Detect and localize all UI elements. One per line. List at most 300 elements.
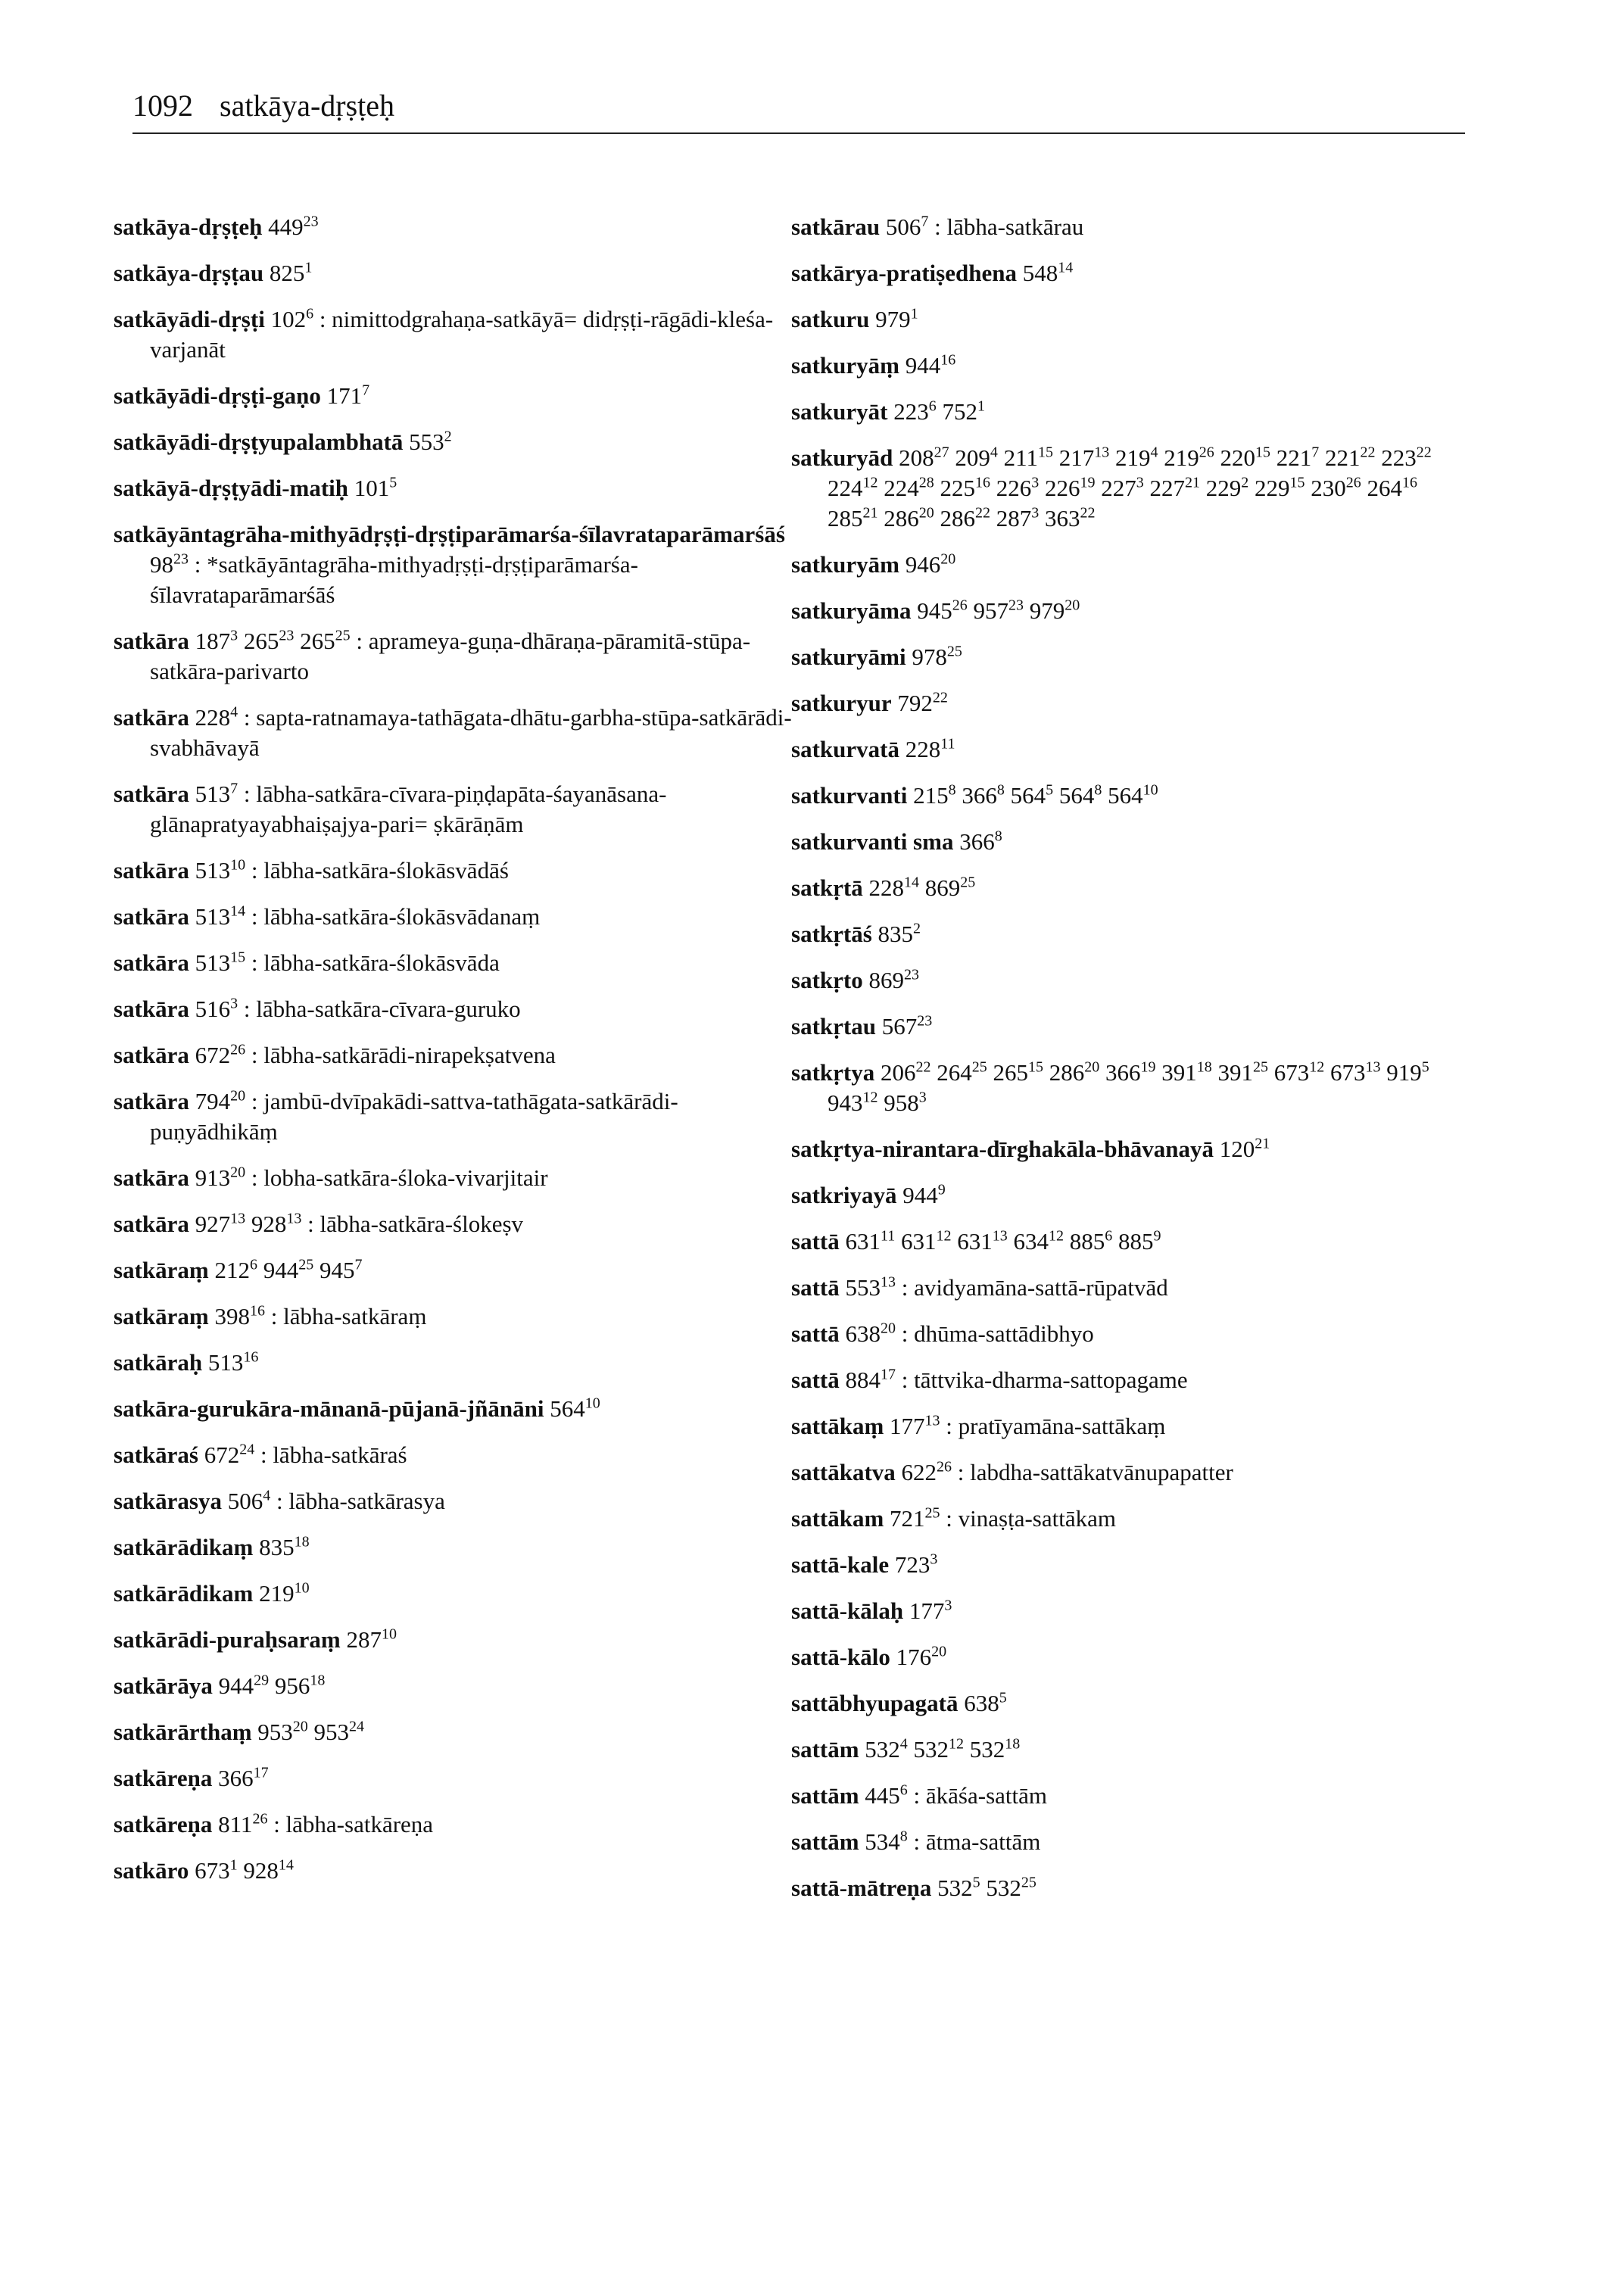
line-ref-number: 23	[279, 627, 295, 644]
page-reference	[1108, 782, 1158, 809]
page-reference	[1150, 475, 1201, 501]
headword: sattābhyupagatā	[791, 1690, 959, 1716]
line-ref-number: 26	[1199, 444, 1214, 461]
index-entry	[791, 596, 1473, 626]
page-ref-number: 287	[346, 1626, 382, 1653]
page-reference	[1325, 444, 1376, 471]
page-reference	[886, 214, 929, 240]
page-ref-number: 953	[257, 1719, 293, 1745]
headword: satkāro	[114, 1857, 189, 1884]
page-ref-number: 673	[195, 1857, 230, 1884]
line-ref-number: 16	[975, 474, 990, 491]
page-reference	[1059, 444, 1110, 471]
page-reference	[1311, 475, 1361, 501]
index-entry	[114, 212, 795, 242]
index-entry	[114, 1255, 795, 1286]
page-ref-number: 564	[1108, 782, 1143, 809]
page-reference	[986, 1875, 1036, 1901]
page-ref-number: 102	[270, 306, 307, 332]
page-reference	[917, 597, 968, 624]
line-ref-number: 20	[918, 504, 934, 522]
line-ref-number: 25	[924, 1504, 940, 1522]
index-entry	[791, 1827, 1473, 1857]
line-ref-number: 25	[1252, 1058, 1268, 1076]
page-ref-number: 391	[1161, 1059, 1197, 1086]
index-entry	[791, 1226, 1473, 1257]
page-ref-number: 752	[942, 398, 977, 425]
page-reference	[550, 1395, 600, 1422]
line-ref-number: 7	[354, 1256, 363, 1273]
line-ref-number: 4	[899, 1735, 908, 1753]
page-ref-number: 944	[905, 352, 941, 379]
page-ref-number: 564	[1010, 782, 1046, 809]
headword: satkārāya	[114, 1672, 213, 1699]
page-reference	[1381, 444, 1432, 471]
line-ref-number: 5	[1421, 1058, 1429, 1076]
page-reference	[195, 1088, 246, 1114]
context-gloss: : lābha-satkāraś	[260, 1442, 407, 1468]
page-ref-number: 223	[1381, 444, 1417, 471]
index-entry	[791, 443, 1473, 534]
headword: sattā-kālo	[791, 1644, 890, 1670]
page-ref-number: 723	[894, 1551, 930, 1578]
page-reference	[257, 1719, 308, 1745]
line-ref-number: 17	[253, 1764, 269, 1781]
page-ref-number: 928	[243, 1857, 279, 1884]
line-ref-number: 12	[936, 1227, 952, 1245]
line-ref-number: 8	[948, 781, 956, 799]
page-reference	[865, 1828, 908, 1855]
page-reference	[897, 690, 948, 716]
page-ref-number: 176	[896, 1644, 932, 1670]
page-ref-number: 391	[1217, 1059, 1253, 1086]
page-reference	[204, 1442, 255, 1468]
context-gloss: : vinaṣṭa-sattākam	[946, 1505, 1116, 1532]
page-ref-number: 513	[195, 949, 231, 976]
page-ref-number: 286	[884, 505, 919, 531]
line-ref-number: 3	[1031, 474, 1040, 491]
page-ref-number: 564	[1058, 782, 1095, 809]
page-reference	[275, 1672, 326, 1699]
page-reference	[875, 306, 918, 332]
index-entry	[114, 1763, 795, 1794]
context-gloss: : labdha-sattākatvānupapatter	[957, 1459, 1233, 1485]
page-ref-number: 226	[1045, 475, 1080, 501]
line-ref-number: 2	[1241, 474, 1249, 491]
index-entry	[791, 965, 1473, 996]
headword: satkṛtya	[791, 1059, 875, 1086]
page-reference	[913, 782, 956, 809]
line-ref-number: 11	[940, 735, 955, 753]
line-ref-number: 5	[999, 1689, 1007, 1706]
page-ref-number: 219	[1164, 444, 1199, 471]
page-ref-number: 792	[897, 690, 933, 716]
line-ref-number: 18	[310, 1672, 326, 1689]
page-ref-number: 226	[996, 475, 1032, 501]
page-ref-number: 673	[1273, 1059, 1310, 1086]
page-reference	[973, 597, 1024, 624]
page-reference	[940, 505, 991, 531]
line-ref-number: 21	[1255, 1135, 1270, 1152]
headword: satkāra	[114, 996, 189, 1022]
page-reference	[902, 1182, 946, 1208]
index-entry	[791, 1642, 1473, 1672]
index-entry	[114, 703, 795, 763]
page-ref-number: 928	[251, 1211, 287, 1237]
index-entry	[791, 1058, 1473, 1118]
line-ref-number: 11	[880, 1227, 896, 1245]
line-ref-number: 20	[931, 1643, 947, 1660]
line-ref-number: 5	[389, 474, 397, 491]
page-reference	[868, 967, 919, 993]
page-reference	[828, 505, 878, 531]
page-reference	[1030, 597, 1080, 624]
page-reference	[314, 1719, 365, 1745]
page-ref-number: 532	[986, 1875, 1021, 1901]
line-ref-number: 3	[930, 1551, 938, 1568]
context-gloss: : aprameya-guṇa-dhāraṇa-pāramitā-stūpa-satkāra-parivarto	[150, 628, 751, 684]
index-entry	[114, 1717, 795, 1747]
line-ref-number: 6	[1105, 1227, 1113, 1245]
line-ref-number: 12	[1309, 1058, 1325, 1076]
line-ref-number: 5	[1046, 781, 1054, 799]
headword: satkriyayā	[791, 1182, 897, 1208]
line-ref-number: 13	[992, 1227, 1008, 1245]
context-gloss: : *satkāyāntagrāha-mithyadṛṣṭi-dṛṣṭiparāmarśa-śīlavrataparāmarśāś	[150, 551, 638, 608]
page-ref-number: 171	[326, 382, 363, 409]
line-ref-number: 8	[996, 781, 1005, 799]
headword: sattā-kālaḥ	[791, 1597, 904, 1624]
headword: satkṛtau	[791, 1013, 876, 1039]
page-ref-number: 631	[900, 1228, 937, 1255]
line-ref-number: 10	[294, 1579, 310, 1597]
line-ref-number: 22	[915, 1058, 931, 1076]
page-ref-number: 265	[300, 628, 335, 654]
headword: satkuryām	[791, 551, 899, 578]
page-ref-number: 215	[913, 782, 949, 809]
headword: satkārasya	[114, 1488, 222, 1514]
page-reference	[346, 1626, 397, 1653]
page-ref-number: 919	[1386, 1059, 1422, 1086]
page-ref-number: 264	[937, 1059, 972, 1086]
headword: satkārādi-puraḥsaraṃ	[114, 1626, 341, 1653]
page-ref-number: 638	[845, 1320, 881, 1347]
line-ref-number: 9	[1153, 1227, 1161, 1245]
headword: satkuryāmi	[791, 644, 906, 670]
page-reference	[195, 1042, 246, 1068]
page-ref-number: 217	[1058, 444, 1095, 471]
page-ref-number: 885	[1117, 1228, 1154, 1255]
page-ref-number: 946	[905, 551, 941, 578]
headword: sattākaṃ	[791, 1413, 884, 1439]
line-ref-number: 18	[1196, 1058, 1212, 1076]
page-reference	[925, 874, 976, 901]
page-reference	[906, 736, 955, 762]
index-entry	[791, 1596, 1473, 1626]
page-ref-number: 285	[828, 505, 863, 531]
page-reference	[1220, 1136, 1270, 1162]
page-reference	[259, 1534, 310, 1560]
headword: sattākatva	[791, 1459, 896, 1485]
page-ref-number: 98	[150, 551, 173, 578]
page-ref-number: 513	[207, 1349, 244, 1376]
page-reference	[868, 874, 919, 901]
page-reference	[195, 628, 238, 654]
headword: satkṛtāś	[791, 921, 872, 947]
index-entry	[791, 827, 1473, 857]
index-entry	[114, 1809, 795, 1840]
line-ref-number: 23	[303, 213, 319, 230]
page-reference	[828, 1089, 878, 1116]
page-number: 1092	[132, 89, 193, 123]
headword: satkāra-gurukāra-mānanā-pūjanā-jñānāni	[114, 1395, 544, 1422]
page-ref-number: 208	[899, 444, 934, 471]
headword: satkuryur	[791, 690, 892, 716]
line-ref-number: 12	[949, 1735, 965, 1753]
page-ref-number: 220	[1220, 444, 1255, 471]
headword: satkārādikam	[114, 1580, 254, 1607]
page-ref-number: 673	[1329, 1059, 1366, 1086]
index-entry	[114, 1532, 795, 1563]
page-ref-number: 228	[868, 874, 904, 901]
left-column	[114, 212, 795, 1902]
line-ref-number: 25	[971, 1058, 987, 1076]
page-reference	[1220, 444, 1270, 471]
headword: satkārau	[791, 214, 881, 240]
line-ref-number: 1	[229, 1856, 238, 1874]
page-ref-number: 120	[1219, 1136, 1255, 1162]
headword: sattā-kale	[791, 1551, 890, 1578]
page-reference	[195, 781, 238, 807]
page-reference	[882, 1013, 933, 1039]
line-ref-number: 4	[263, 1487, 271, 1504]
page-reference	[150, 551, 189, 578]
headword: satkāya-dṛṣṭeḥ	[114, 214, 263, 240]
page-ref-number: 913	[195, 1164, 231, 1191]
page-reference	[1164, 444, 1214, 471]
context-gloss: : pratīyamāna-sattākaṃ	[946, 1413, 1166, 1439]
page-ref-number: 945	[917, 597, 952, 624]
headword: satkāyādi-dṛṣṭi	[114, 306, 265, 332]
line-ref-number: 15	[1289, 474, 1305, 491]
index-entry	[791, 873, 1473, 903]
line-ref-number: 23	[173, 550, 189, 568]
page-reference	[895, 1551, 938, 1578]
page-reference	[1161, 1059, 1212, 1086]
index-entry	[114, 1579, 795, 1609]
headword: satkāyādi-dṛṣṭi-gaṇo	[114, 382, 321, 409]
headword: satkāra	[114, 1088, 189, 1114]
page-ref-number: 513	[195, 857, 231, 884]
line-ref-number: 22	[1416, 444, 1432, 461]
index-entry	[791, 550, 1473, 580]
page-reference	[865, 1782, 908, 1809]
page-ref-number: 622	[901, 1459, 937, 1485]
page-ref-number: 869	[868, 967, 904, 993]
page-ref-number: 187	[195, 628, 231, 654]
page-reference	[218, 1765, 269, 1791]
page-ref-number: 221	[1324, 444, 1361, 471]
page-ref-number: 978	[912, 644, 947, 670]
page-ref-number: 366	[1105, 1059, 1141, 1086]
line-ref-number: 22	[1360, 444, 1376, 461]
context-gloss: : sapta-ratnamaya-tathāgata-dhātu-garbha-stūpa-satkārādi-svabhāvayā	[150, 704, 792, 761]
page-ref-number: 229	[1205, 475, 1242, 501]
page-reference	[1070, 1228, 1113, 1255]
headword: satkāyā-dṛṣṭyādi-matiḥ	[114, 475, 349, 501]
index-entry	[791, 351, 1473, 381]
page-ref-number: 229	[1255, 475, 1290, 501]
context-gloss: : lābha-satkāra-ślokeṣv	[307, 1211, 524, 1237]
line-ref-number: 16	[243, 1348, 259, 1366]
page-reference	[1386, 1059, 1429, 1086]
line-ref-number: 14	[230, 902, 246, 920]
page-ref-number: 219	[259, 1580, 295, 1607]
line-ref-number: 6	[306, 305, 314, 323]
page-reference	[214, 1303, 265, 1329]
index-entry	[791, 1011, 1473, 1042]
page-reference	[914, 1736, 965, 1763]
page-ref-number: 553	[845, 1274, 881, 1301]
line-ref-number: 1	[977, 397, 985, 415]
page-ref-number: 506	[885, 214, 921, 240]
page-reference	[1115, 444, 1158, 471]
line-ref-number: 15	[1027, 1058, 1043, 1076]
index-entry	[791, 642, 1473, 672]
page-ref-number: 286	[1049, 1059, 1085, 1086]
page-reference	[263, 1257, 314, 1283]
page-ref-number: 944	[218, 1672, 254, 1699]
page-ref-number: 721	[890, 1505, 925, 1532]
line-ref-number: 26	[252, 1810, 268, 1828]
line-ref-number: 8	[1094, 781, 1102, 799]
headword: satkāyādi-dṛṣṭyupalambhatā	[114, 429, 404, 455]
page-ref-number: 265	[243, 628, 279, 654]
headword: satkārya-pratiṣedhena	[791, 260, 1017, 286]
index-entry	[791, 688, 1473, 718]
headword: satkuryāma	[791, 597, 912, 624]
page-ref-number: 534	[865, 1828, 900, 1855]
line-ref-number: 4	[990, 444, 998, 461]
headword: sattām	[791, 1828, 859, 1855]
line-ref-number: 19	[1080, 474, 1096, 491]
page-reference	[890, 1413, 940, 1439]
page-ref-number: 958	[884, 1089, 919, 1116]
page-reference	[962, 782, 1005, 809]
index-entry	[791, 1781, 1473, 1811]
page-reference	[942, 398, 985, 425]
line-ref-number: 26	[230, 1041, 246, 1058]
line-ref-number: 24	[349, 1718, 365, 1735]
page-reference	[881, 1059, 931, 1086]
line-ref-number: 23	[1008, 597, 1024, 614]
line-ref-number: 20	[230, 1164, 246, 1181]
page-reference	[902, 1459, 952, 1485]
page-ref-number: 944	[902, 1182, 938, 1208]
page-ref-number: 672	[195, 1042, 231, 1068]
line-ref-number: 13	[924, 1412, 940, 1429]
headword: satkāra	[114, 1164, 189, 1191]
page-ref-number: 548	[1022, 260, 1058, 286]
page-reference	[1101, 475, 1144, 501]
page-ref-number: 227	[1101, 475, 1136, 501]
index-entry	[114, 304, 795, 365]
page-reference	[218, 1811, 267, 1837]
headword: satkārārthaṃ	[114, 1719, 252, 1745]
page-ref-number: 230	[1311, 475, 1346, 501]
page-ref-number: 264	[1367, 475, 1402, 501]
index-entry	[791, 1735, 1473, 1765]
context-gloss: : lābha-satkāra-cīvara-guruko	[243, 996, 521, 1022]
page-reference	[896, 1644, 947, 1670]
page-ref-number: 366	[962, 782, 997, 809]
line-ref-number: 15	[1255, 444, 1270, 461]
index-entry	[114, 902, 795, 932]
context-gloss: : lābha-satkāra-ślokāsvādanaṃ	[251, 903, 541, 930]
headword: satkāraś	[114, 1442, 198, 1468]
headword: satkāraḥ	[114, 1349, 203, 1376]
page-ref-number: 445	[865, 1782, 900, 1809]
page-reference	[964, 1690, 1007, 1716]
index-entry	[791, 1411, 1473, 1442]
page-reference	[195, 1211, 246, 1237]
context-gloss: : lābha-satkārasya	[276, 1488, 445, 1514]
page-reference	[959, 828, 1002, 855]
line-ref-number: 18	[294, 1533, 310, 1551]
page-ref-number: 363	[1045, 505, 1080, 531]
page-reference	[1367, 475, 1418, 501]
line-ref-number: 3	[230, 627, 238, 644]
line-ref-number: 26	[952, 597, 968, 614]
page-reference	[251, 1211, 302, 1237]
line-ref-number: 25	[960, 874, 976, 891]
page-ref-number: 532	[913, 1736, 949, 1763]
page-ref-number: 927	[195, 1211, 231, 1237]
index-entry	[114, 1209, 795, 1239]
line-ref-number: 2	[444, 428, 452, 445]
line-ref-number: 21	[862, 504, 878, 522]
index-entry	[791, 781, 1473, 811]
line-ref-number: 22	[975, 504, 990, 522]
page-ref-number: 177	[890, 1413, 925, 1439]
page-ref-number: 943	[828, 1089, 863, 1116]
page-reference	[300, 628, 351, 654]
index-entry	[791, 304, 1473, 335]
line-ref-number: 20	[1084, 1058, 1100, 1076]
page-reference	[1049, 1059, 1100, 1086]
context-gloss: : lobha-satkāra-śloka-vivarjitair	[251, 1164, 548, 1191]
page-reference	[996, 475, 1040, 501]
line-ref-number: 9	[937, 1181, 946, 1198]
line-ref-number: 3	[230, 995, 238, 1012]
page-ref-number: 224	[828, 475, 863, 501]
page-ref-number: 979	[875, 306, 911, 332]
line-ref-number: 7	[230, 780, 238, 797]
line-ref-number: 22	[1080, 504, 1096, 522]
page-reference	[957, 1228, 1008, 1255]
page-reference	[195, 857, 246, 884]
headword: satkurvanti sma	[791, 828, 954, 855]
page-reference	[1059, 782, 1102, 809]
index-entry	[114, 258, 795, 288]
line-ref-number: 3	[1136, 474, 1144, 491]
index-entry	[114, 948, 795, 978]
page-ref-number: 228	[905, 736, 941, 762]
line-ref-number: 26	[1345, 474, 1361, 491]
index-entry	[791, 1180, 1473, 1211]
line-ref-number: 12	[862, 474, 878, 491]
index-entry	[791, 258, 1473, 288]
